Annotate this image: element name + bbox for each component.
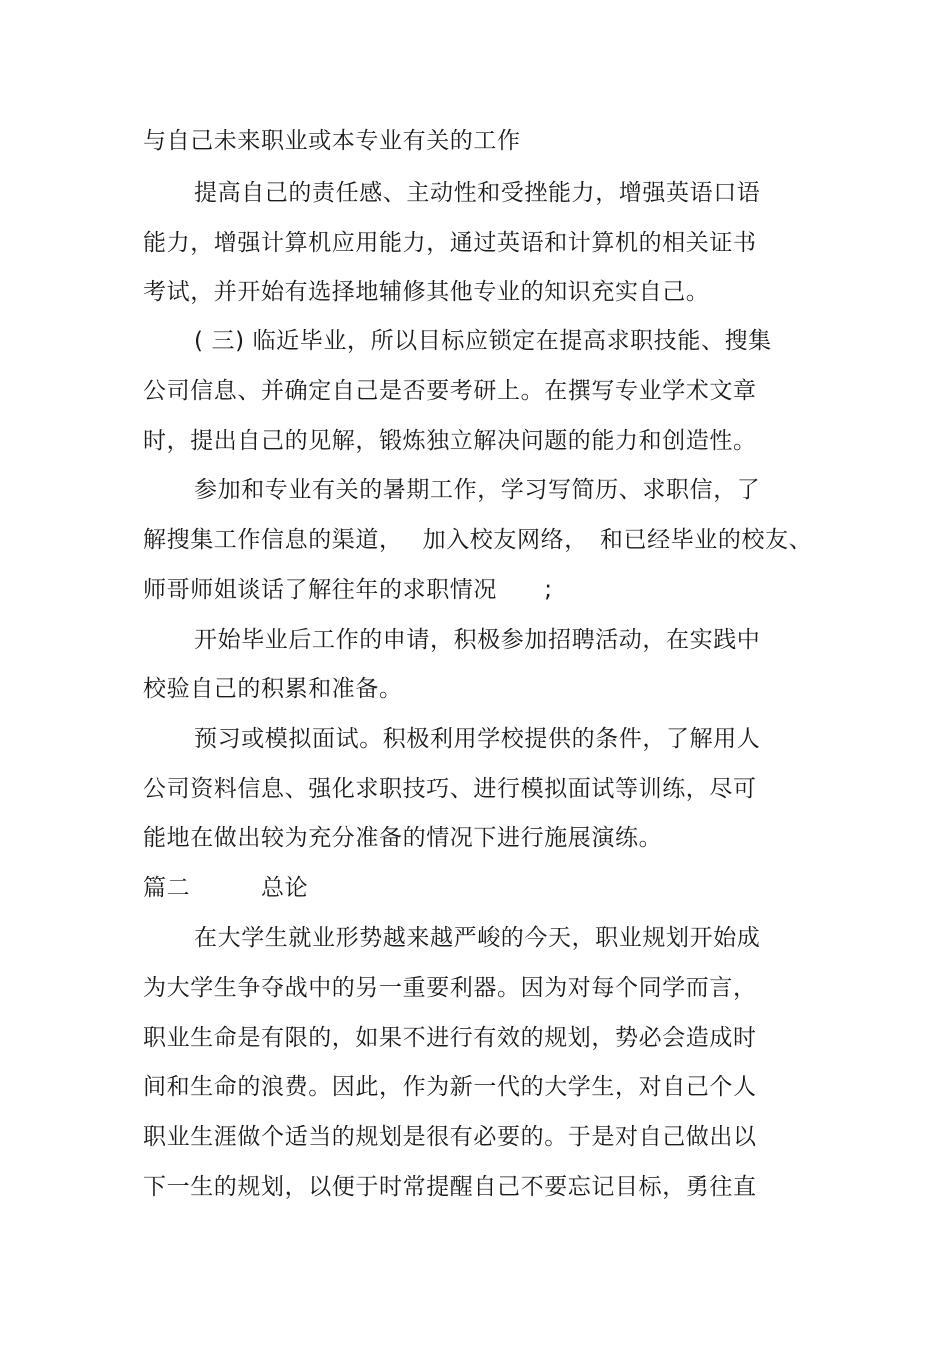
text-line: 与自己未来职业或本专业有关的工作 xyxy=(143,128,521,154)
text-line: 间和生命的浪费。因此，作为新一代的大学生，对自己个人 xyxy=(143,1074,757,1100)
text-line: 为大学生争夺战中的另一重要利器。因为对每个同学而言， xyxy=(143,975,757,1001)
text-line: 在大学生就业形势越来越严峻的今天，职业规划开始成 xyxy=(194,925,761,951)
text-line: 能地在做出较为充分准备的情况下进行施展演练。 xyxy=(143,825,663,851)
section-heading: 篇二 总论 xyxy=(143,875,309,901)
text-line: 公司资料信息、强化求职技巧、进行模拟面试等训练，尽可 xyxy=(143,776,757,802)
text-line: 下一生的规划，以便于时常提醒自己不要忘记目标，勇往直 xyxy=(143,1174,757,1200)
text-line: 提高自己的责任感、主动性和受挫能力，增强英语口语 xyxy=(194,180,761,206)
text-line: 校验自己的积累和准备。 xyxy=(143,676,403,702)
text-line: 公司信息、并确定自己是否要考研上。在撰写专业学术文章 xyxy=(143,378,757,404)
text-line: ( 三) 临近毕业，所以目标应锁定在提高求职技能、搜集 xyxy=(194,328,772,354)
text-line: 职业生命是有限的，如果不进行有效的规划，势必会造成时 xyxy=(143,1025,757,1051)
text-line: 参加和专业有关的暑期工作，学习写简历、求职信，了 xyxy=(194,477,761,503)
text-line: 考试，并开始有选择地辅修其他专业的知识充实自己。 xyxy=(143,279,710,305)
text-line: 预习或模拟面试。积极利用学校提供的条件，了解用人 xyxy=(194,726,761,752)
text-line: 开始毕业后工作的申请，积极参加招聘活动，在实践中 xyxy=(194,627,761,653)
text-line: 能力，增强计算机应用能力，通过英语和计算机的相关证书 xyxy=(143,230,757,256)
text-line: 时，提出自己的见解，锻炼独立解决问题的能力和创造性。 xyxy=(143,428,757,454)
text-line: 解搜集工作信息的渠道， 加入校友网络， 和已经毕业的校友、 xyxy=(143,527,813,553)
text-line: 师哥师姐谈话了解往年的求职情况 ; xyxy=(143,577,553,603)
text-line: 职业生涯做个适当的规划是很有必要的。于是对自己做出以 xyxy=(143,1124,757,1150)
